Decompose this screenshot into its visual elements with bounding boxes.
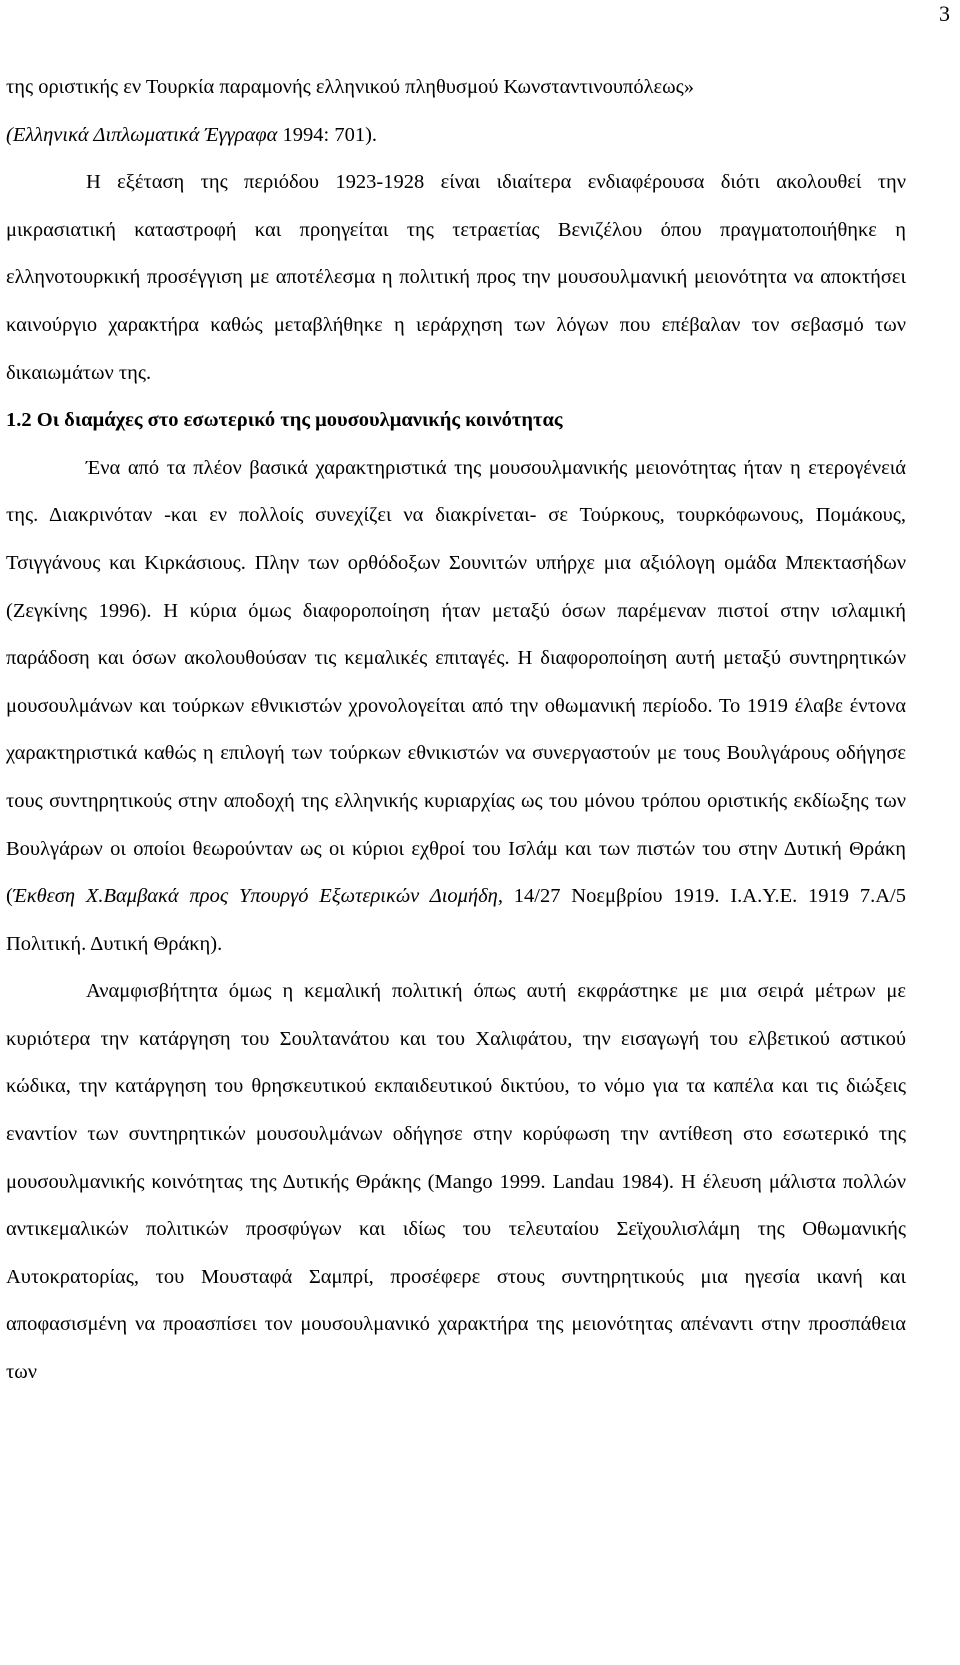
citation-rest: 1994: 701). [277, 123, 378, 146]
section-heading: 1.2 Οι διαμάχες στο εσωτερικό της μουσουλμανικής κοινότητας [6, 409, 563, 432]
paragraph-text: Ένα από τα πλέον βασικά χαρακτηριστικά της μουσουλμανικής μειονότητας ήταν η ετερογένειά της. Διακρινόταν -και εν πολλοίς συνεχίζει να διακρίνεται- σε Τούρκους, τουρκόφωνους, Πομάκους, Τσιγγάνους και Κιρκάσιους. Πλην των ορθόδοξων Σουνιτών υπήρχε μια αξιόλογη ομάδα Μπεκτασήδων (Ζεγκίνης 1996). Η κύρια όμως διαφοροποίηση ήταν μεταξύ όσων παρέμεναν πιστοί στην ισλαμική παράδοση και όσων ακολουθούσαν τις κεμαλικές επιταγές. Η διαφοροποίηση αυτή μεταξύ συντηρητικών μουσουλμάνων και τούρκων εθνικιστών χρονολογείται από την οθωμανική περίοδο. Το 1919 έλαβε έντονα χαρακτηριστικά καθώς η επιλογή των τούρκων εθνικιστών να συνεργαστούν με τους Βουλγάρους οδήγησε τους συντηρητικούς στην αποδοχή της ελληνικής κυριαρχίας ως του μόνου τρόπου οριστικής εκδίωξης των Βουλγάρων οι οποίοι θεωρούνταν ως οι κύριοι εχθροί του Ισλάμ και των πιστών του στην Δυτική Θράκη ( [6, 456, 906, 908]
citation-italic: Έκθεση Χ.Βαμβακά προς Υπουργό Εξωτερικών Διομήδη, [12, 885, 503, 908]
document-body [6, 64, 906, 1397]
citation-italic: (Ελληνικά Διπλωματικά Έγγραφα [6, 123, 278, 146]
paragraph-continuation [6, 64, 906, 159]
paragraph-period-examination: Η εξέταση της περιόδου 1923-1928 είναι ιδιαίτερα ενδιαφέρουσα διότι ακολουθεί την μικρασιατική καταστροφή και προηγείται της τετραετίας Βενιζέλου όπου πραγματοποιήθηκε η ελληνοτουρκική προσέγγιση με αποτέλεσμα η πολιτική προς την μουσουλμανική μειονότητα να αποκτήσει καινούργιο χαρακτήρα καθώς μεταβλήθηκε η ιεράρχηση των λόγων που επέβαλαν τον σεβασμό των δικαιωμάτων της. [6, 171, 906, 384]
paragraph-text: 14/27 Νοεμβρίου 1919. Ι.Α.Υ.Ε. 1919 7.Α/5 Πολιτική. Δυτική Θράκη). [6, 885, 907, 955]
paragraph-kemalist-policy: Αναμφισβήτητα όμως η κεμαλική πολιτική όπως αυτή εκφράστηκε με μια σειρά μέτρων με κυριότερα την κατάργηση του Σουλτανάτου και του Χαλιφάτου, την εισαγωγή του ελβετικού αστικού κώδικα, την κατάργηση του θρησκευτικού εκπαιδευτικού δικτύου, το νόμο για τα καπέλα και τις διώξεις εναντίον των συντηρητικών μουσουλμάνων οδήγησε στην κορύφωση την αντίθεση στο εσωτερικό της μουσουλμανικής κοινότητας της Δυτικής Θράκης (Mango 1999. Landau 1984). Η έλευση μάλιστα πολλών αντικεμαλικών πολιτικών προσφύγων και ιδίως του τελευταίου Σεϊχουλισλάμη της Οθωμανικής Αυτοκρατορίας, του Μουσταφά Σαμπρί, προσέφερε στους συντηρητικούς μια ηγεσία ικανή και αποφασισμένη να προασπίσει τον μουσουλμανικό χαρακτήρα της μειονότητας απέναντι στην προσπάθεια των [6, 980, 906, 1384]
text-line: της οριστικής εν Τουρκία παραμονής ελληνικού πληθυσμού Κωνσταντινουπόλεως» [6, 76, 695, 98]
page-number: 3 [939, 1, 950, 26]
text-line [6, 112, 906, 160]
paragraph-heterogeneity [6, 445, 906, 969]
